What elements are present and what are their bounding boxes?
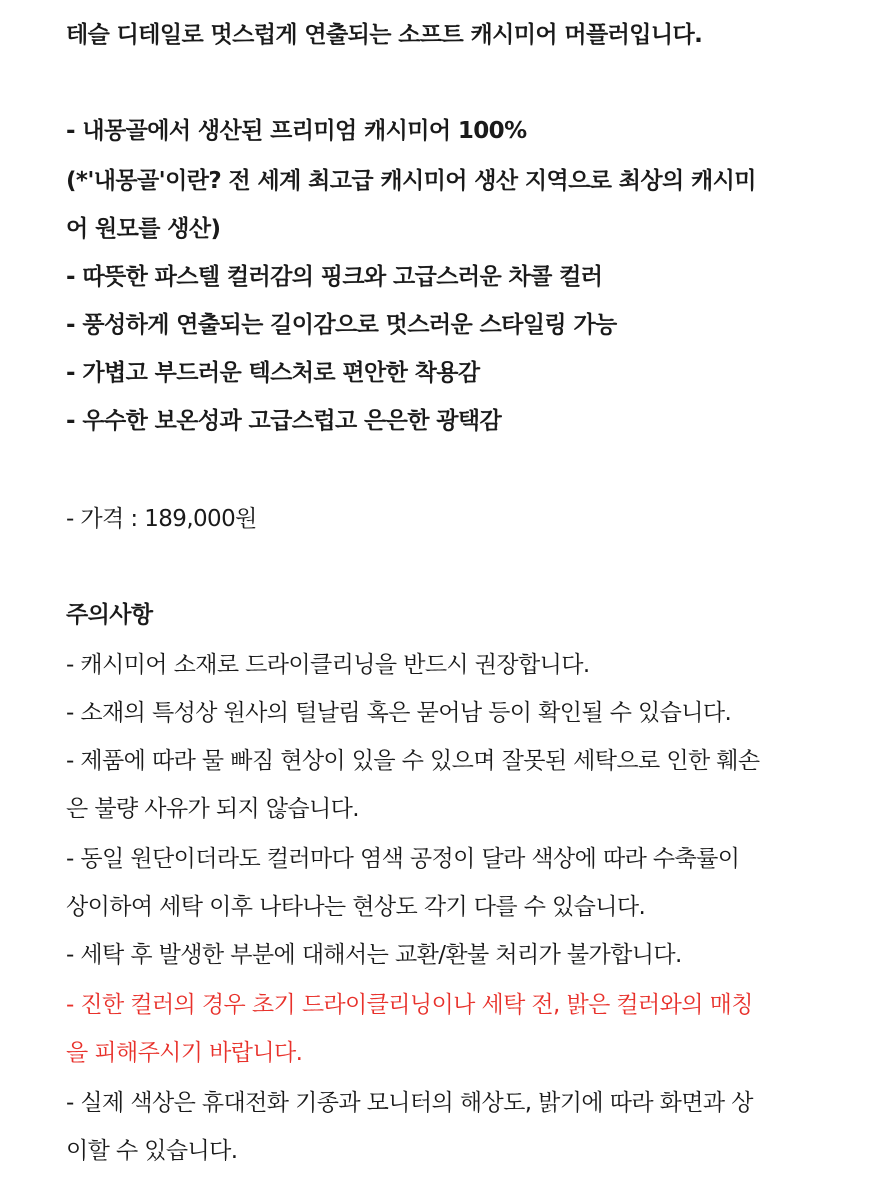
feature-line: - 풍성하게 연출되는 길이감으로 멋스러운 스타일링 가능 <box>66 312 617 338</box>
caution-line: - 캐시미어 소재로 드라이클리닝을 반드시 권장합니다. <box>66 652 590 678</box>
caution-line: - 세탁 후 발생한 부분에 대해서는 교환/환불 처리가 불가합니다. <box>66 942 682 968</box>
caution-warning-line: 을 피해주시기 바랍니다. <box>66 1040 303 1066</box>
caution-line: 이할 수 있습니다. <box>66 1138 238 1164</box>
feature-line: (*'내몽골'이란? 전 세계 최고급 캐시미어 생산 지역으로 최상의 캐시미 <box>66 168 756 194</box>
caution-line: 상이하여 세탁 이후 나타나는 현상도 각기 다를 수 있습니다. <box>66 894 646 920</box>
caution-line: - 제품에 따라 물 빠짐 현상이 있을 수 있으며 잘못된 세탁으로 인한 훼손 <box>66 748 760 774</box>
feature-line: - 우수한 보온성과 고급스럽고 은은한 광택감 <box>66 408 502 434</box>
feature-line: - 따뜻한 파스텔 컬러감의 핑크와 고급스러운 차콜 컬러 <box>66 264 603 290</box>
feature-line: - 내몽골에서 생산된 프리미엄 캐시미어 100% <box>66 118 527 144</box>
intro-text: 테슬 디테일로 멋스럽게 연출되는 소프트 캐시미어 머플러입니다. <box>66 22 703 48</box>
feature-line: 어 원모를 생산) <box>66 216 221 242</box>
price-text: - 가격 : 189,000원 <box>66 506 257 532</box>
caution-title: 주의사항 <box>66 602 153 628</box>
caution-line: - 실제 색상은 휴대전화 기종과 모니터의 해상도, 밝기에 따라 화면과 상 <box>66 1090 753 1116</box>
caution-line: - 동일 원단이더라도 컬러마다 염색 공정이 달라 색상에 따라 수축률이 <box>66 846 740 872</box>
caution-line: 은 불량 사유가 되지 않습니다. <box>66 796 359 822</box>
caution-warning-line: - 진한 컬러의 경우 초기 드라이클리닝이나 세탁 전, 밝은 컬러와의 매칭 <box>66 992 753 1018</box>
feature-line: - 가볍고 부드러운 텍스처로 편안한 착용감 <box>66 360 480 386</box>
caution-line: - 소재의 특성상 원사의 털날림 혹은 묻어남 등이 확인될 수 있습니다. <box>66 700 732 726</box>
